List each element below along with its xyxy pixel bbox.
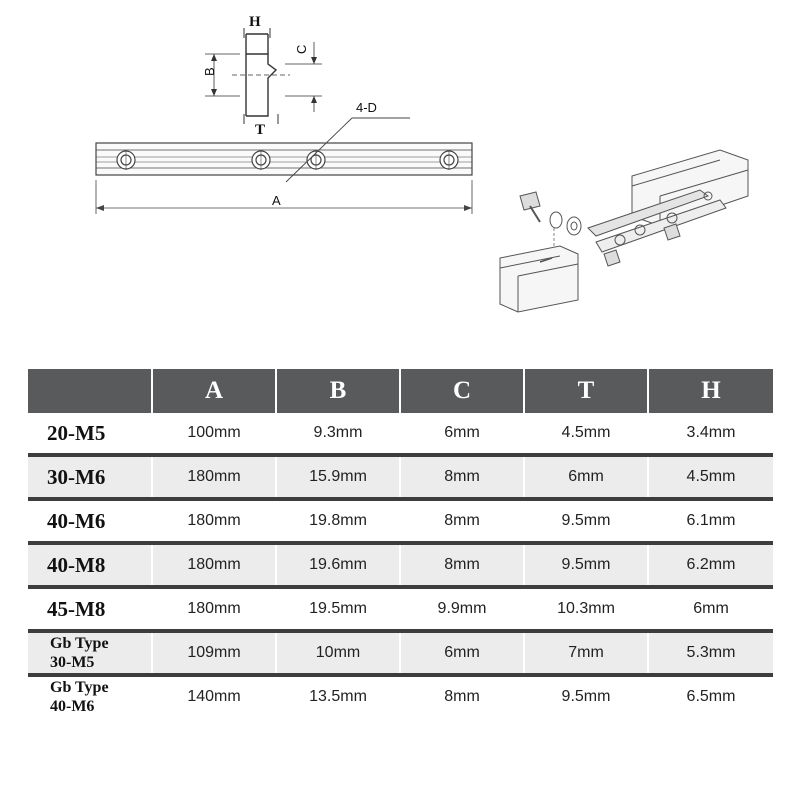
model-cell: [28, 675, 152, 717]
table-row: [28, 675, 773, 717]
table-row: [28, 413, 773, 455]
model-cell: 40-M8: [28, 543, 152, 587]
value-cell: 5.3mm: [648, 631, 773, 675]
label-a: A: [272, 193, 281, 208]
model-cell: [28, 631, 152, 675]
value-cell: 19.6mm: [276, 543, 400, 587]
value-cell: 4.5mm: [648, 455, 773, 499]
label-h: H: [249, 14, 261, 30]
value-cell: 9.3mm: [276, 413, 400, 455]
value-cell: 109mm: [152, 631, 276, 675]
value-cell: 180mm: [152, 455, 276, 499]
header-cell: [28, 369, 152, 413]
value-cell: 6.2mm: [648, 543, 773, 587]
value-cell: 10mm: [276, 631, 400, 675]
value-cell: 8mm: [400, 499, 524, 543]
label-c: C: [294, 44, 309, 54]
model-cell: 20-M5: [28, 413, 152, 455]
header-row: [28, 369, 773, 413]
value-cell: 4.5mm: [524, 413, 648, 455]
header-cell: C: [400, 369, 524, 413]
value-cell: 6mm: [648, 587, 773, 631]
table-row: [28, 543, 773, 587]
value-cell: 6mm: [400, 413, 524, 455]
value-cell: 7mm: [524, 631, 648, 675]
value-cell: 10.3mm: [524, 587, 648, 631]
value-cell: 19.5mm: [276, 587, 400, 631]
table-row: [28, 587, 773, 631]
header-cell: A: [152, 369, 276, 413]
model-line-1: Gb Type: [50, 635, 109, 652]
value-cell: 100mm: [152, 413, 276, 455]
value-cell: 9.5mm: [524, 543, 648, 587]
value-cell: 6.5mm: [648, 675, 773, 717]
table-row: [28, 499, 773, 543]
table-row: [28, 631, 773, 675]
value-cell: 180mm: [152, 543, 276, 587]
value-cell: 13.5mm: [276, 675, 400, 717]
value-cell: 6.1mm: [648, 499, 773, 543]
header-cell: H: [648, 369, 773, 413]
cross-section-drawing: [205, 28, 322, 124]
value-cell: 15.9mm: [276, 455, 400, 499]
spec-table: [28, 369, 773, 717]
value-cell: 8mm: [400, 675, 524, 717]
value-cell: 9.5mm: [524, 675, 648, 717]
label-4-d: 4-D: [356, 100, 377, 115]
model-cell: 40-M6: [28, 499, 152, 543]
technical-diagram: [0, 0, 800, 340]
model-line-2: 40-M6: [50, 698, 95, 715]
value-cell: 180mm: [152, 587, 276, 631]
value-cell: 140mm: [152, 675, 276, 717]
header-cell: T: [524, 369, 648, 413]
model-line-1: Gb Type: [50, 679, 109, 696]
value-cell: 3.4mm: [648, 413, 773, 455]
value-cell: 8mm: [400, 455, 524, 499]
model-line-2: 30-M5: [50, 654, 95, 671]
model-cell: 30-M6: [28, 455, 152, 499]
value-cell: 8mm: [400, 543, 524, 587]
header-cell: B: [276, 369, 400, 413]
value-cell: 19.8mm: [276, 499, 400, 543]
value-cell: 9.5mm: [524, 499, 648, 543]
label-t: T: [255, 122, 266, 138]
value-cell: 6mm: [524, 455, 648, 499]
rail-drawing: [96, 118, 472, 214]
assembly-illustration: [500, 150, 748, 312]
label-b: B: [202, 67, 217, 76]
value-cell: 9.9mm: [400, 587, 524, 631]
table-row: [28, 455, 773, 499]
value-cell: 180mm: [152, 499, 276, 543]
value-cell: 6mm: [400, 631, 524, 675]
model-cell: 45-M8: [28, 587, 152, 631]
